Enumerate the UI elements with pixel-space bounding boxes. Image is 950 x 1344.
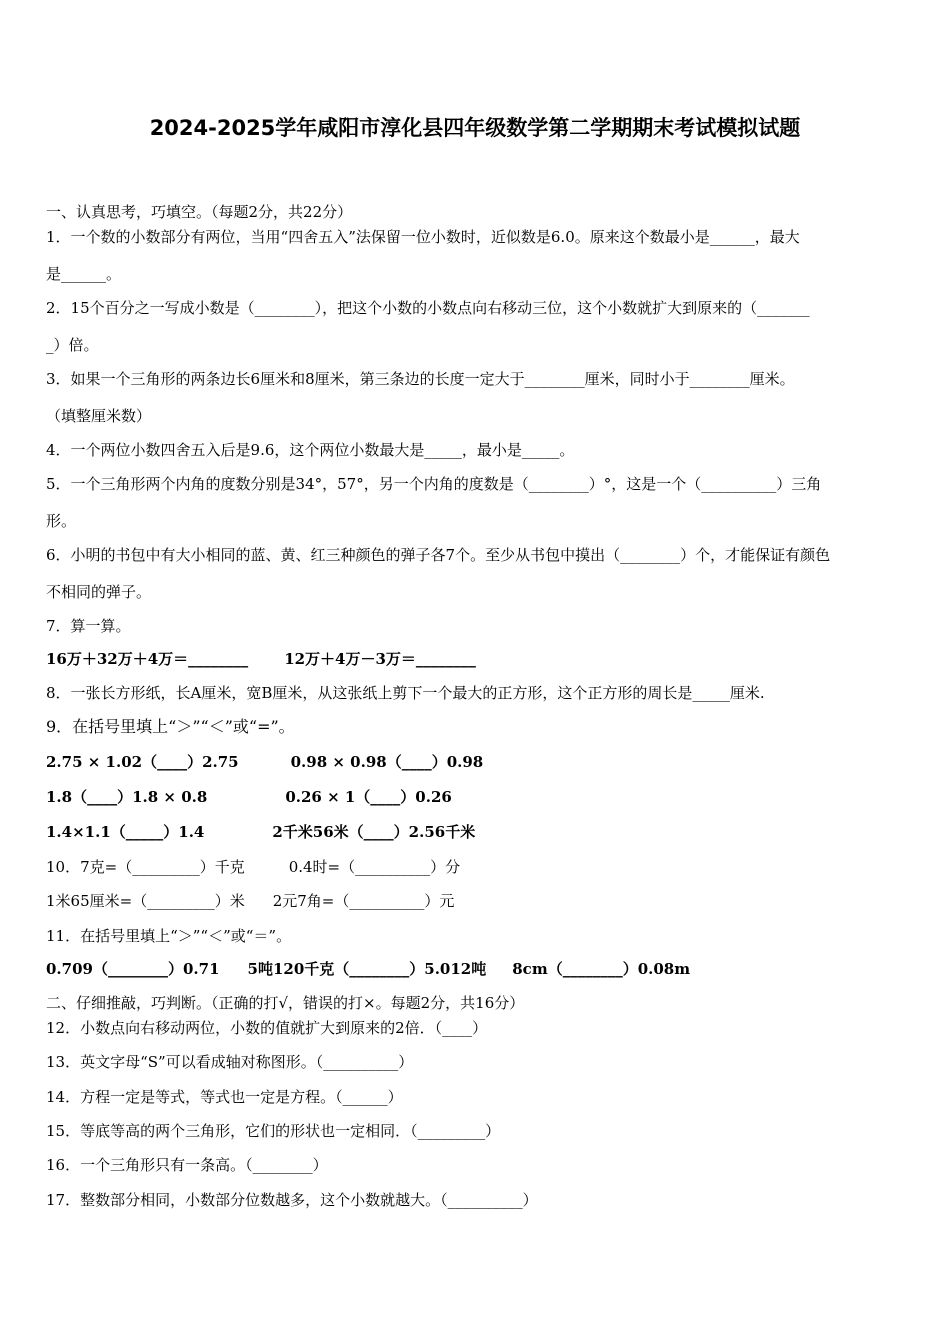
q9-row-1 [46, 752, 906, 772]
q11-row [46, 959, 906, 979]
q10-item-4: 2元7角=（__________）元 [272, 892, 455, 910]
question-6-line-2: 不相同的弹子。 [46, 583, 152, 601]
question-7-expressions [46, 649, 906, 669]
question-16: 16．一个三角形只有一条高。（________） [46, 1156, 328, 1174]
q10-row-2 [46, 891, 906, 911]
question-3-line-2: （填整厘米数） [46, 407, 152, 425]
q10-item-3: 1米65厘米=（_________）米 [46, 892, 245, 910]
question-3-line-1: 3．如果一个三角形的两条边长6厘米和8厘米，第三条边的长度一定大于________厘米，同时小于________厘米。 [46, 370, 795, 388]
question-14: 14．方程一定是等式，等式也一定是方程。（______） [46, 1088, 403, 1106]
question-2-line-1: 2．15个百分之一写成小数是（________），把这个小数的小数点向右移动三位，这个小数就扩大到原来的（_______ [46, 299, 810, 317]
question-17: 17．整数部分相同，小数部分位数越多，这个小数就越大。（__________） [46, 1191, 538, 1209]
page-title: 2024-2025学年咸阳市淳化县四年级数学第二学期期末考试模拟试题 [149, 116, 801, 140]
question-15: 15．等底等高的两个三角形，它们的形状也一定相同．（_________） [46, 1122, 501, 1140]
q7-expression-1: 16万＋32万＋4万＝________ [46, 650, 249, 668]
q11-item-2: 5吨120千克（________）5.012吨 [247, 960, 487, 978]
question-4: 4．一个两位小数四舍五入后是9.6，这个两位小数最大是_____，最小是_____。 [46, 441, 575, 459]
q11-item-1: 0.709（________）0.71 [46, 960, 220, 978]
q10-item-2: 0.4时=（__________）分 [288, 858, 461, 876]
q9-item-5: 1.4×1.1（_____）1.4 [46, 823, 205, 841]
q9-item-3: 1.8（____）1.8 × 0.8 [46, 788, 208, 806]
question-1-line-2: 是______。 [46, 265, 122, 283]
q10-item-1: 10．7克=（_________）千克 [46, 858, 245, 876]
q9-item-4: 0.26 × 1（____）0.26 [285, 788, 452, 806]
question-9: 9．在括号里填上“＞”“＜”或“=”。 [46, 717, 295, 736]
q7-expression-2: 12万＋4万－3万＝________ [284, 650, 476, 668]
q9-row-3 [46, 822, 906, 842]
question-6-line-1: 6．小明的书包中有大小相同的蓝、黄、红三种颜色的弹子各7个。至少从书包中摸出（________）个，才能保证有颜色 [46, 546, 831, 564]
q9-item-6: 2千米56米（____）2.56千米 [272, 823, 476, 841]
question-5-line-2: 形。 [46, 512, 77, 530]
q9-row-2 [46, 787, 906, 807]
q9-item-1: 2.75 × 1.02（____）2.75 [46, 753, 239, 771]
section-2-heading: 二、仔细推敲，巧判断。（正确的打√，错误的打×。每题2分，共16分） [46, 994, 525, 1012]
question-5-line-1: 5．一个三角形两个内角的度数分别是34°，57°，另一个内角的度数是（________）°，这是一个（__________）三角 [46, 475, 822, 493]
question-8: 8．一张长方形纸，长A厘米，宽B厘米，从这张纸上剪下一个最大的正方形，这个正方形的周长是_____厘米. [46, 684, 765, 702]
question-13: 13．英文字母“S”可以看成轴对称图形。（__________） [46, 1053, 414, 1071]
q10-row-1 [46, 857, 906, 877]
question-12: 12．小数点向右移动两位，小数的值就扩大到原来的2倍．（____） [46, 1019, 488, 1037]
q9-item-2: 0.98 × 0.98（____）0.98 [290, 753, 484, 771]
question-11: 11．在括号里填上“＞”“＜”或“＝”。 [46, 927, 292, 945]
question-2-line-2: _）倍。 [46, 336, 99, 354]
question-1-line-1: 1．一个数的小数部分有两位，当用“四舍五入”法保留一位小数时，近似数是6.0。原来这个数最小是______，最大 [46, 228, 800, 246]
q11-item-3: 8cm（________）0.08m [512, 960, 691, 978]
section-1-heading: 一、认真思考，巧填空。（每题2分，共22分） [46, 203, 353, 221]
question-7: 7．算一算。 [46, 617, 131, 635]
